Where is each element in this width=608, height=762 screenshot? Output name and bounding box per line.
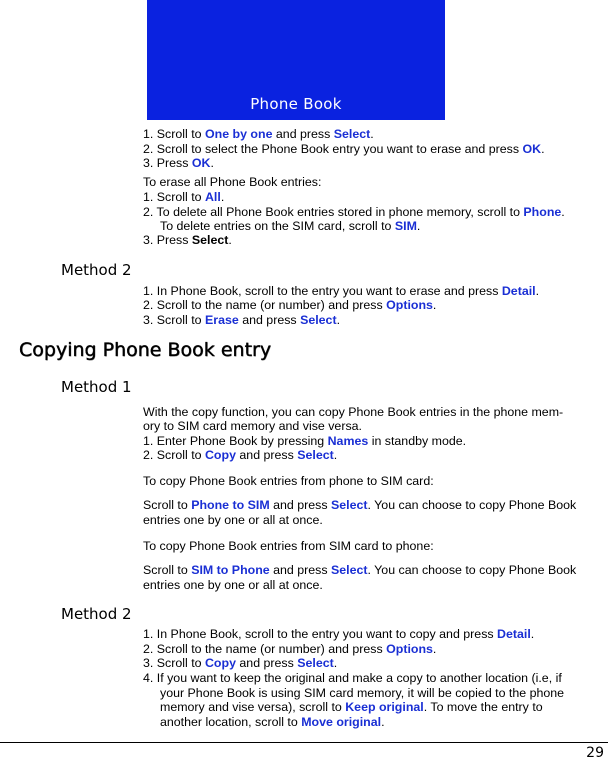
step-line: memory and vise versa), scroll to Keep original. To move the entry to bbox=[160, 700, 543, 714]
section-title: Copying Phone Book entry bbox=[19, 339, 272, 361]
paragraph: With the copy function, you can copy Phone Book entries in the phone mem- bbox=[143, 405, 564, 419]
footer-divider bbox=[0, 742, 608, 743]
method-heading: Method 2 bbox=[61, 605, 132, 623]
method-heading: Method 1 bbox=[61, 378, 132, 396]
method-heading: Method 2 bbox=[61, 261, 132, 279]
step-line: 2. Scroll to select the Phone Book entry you want to erase and press OK. bbox=[143, 142, 545, 156]
step-line: 3. Press Select. bbox=[143, 233, 232, 247]
paragraph: entries one by one or all at once. bbox=[143, 578, 323, 592]
step-line: 1. Scroll to One by one and press Select. bbox=[143, 127, 374, 141]
paragraph: entries one by one or all at once. bbox=[143, 513, 323, 527]
step-line: To delete entries on the SIM card, scroll to SIM. bbox=[160, 219, 421, 233]
step-line: 4. If you want to keep the original and make a copy to another location (i.e, if bbox=[143, 671, 562, 685]
step-line: 3. Press OK. bbox=[143, 156, 214, 170]
step-line: 1. In Phone Book, scroll to the entry you want to copy and press Detail. bbox=[143, 627, 535, 641]
step-line: 2. Scroll to Copy and press Select. bbox=[143, 448, 338, 462]
page-number: 29 bbox=[586, 745, 604, 761]
phone-book-banner bbox=[147, 0, 445, 120]
step-line: 2. Scroll to the name (or number) and press Options. bbox=[143, 642, 437, 656]
step-line: 1. Scroll to All. bbox=[143, 190, 225, 204]
paragraph: To copy Phone Book entries from phone to SIM card: bbox=[143, 474, 434, 488]
step-line: 2. To delete all Phone Book entries stored in phone memory, scroll to Phone. bbox=[143, 205, 565, 219]
step-line: 1. Enter Phone Book by pressing Names in standby mode. bbox=[143, 434, 467, 448]
paragraph: ory to SIM card memory and vise versa. bbox=[143, 419, 362, 433]
paragraph: To erase all Phone Book entries: bbox=[143, 175, 322, 189]
step-line: 2. Scroll to the name (or number) and press Options. bbox=[143, 298, 437, 312]
step-line: 3. Scroll to Erase and press Select. bbox=[143, 313, 341, 327]
paragraph: Scroll to Phone to SIM and press Select. You can choose to copy Phone Book bbox=[143, 498, 577, 512]
step-line: 1. In Phone Book, scroll to the entry you want to erase and press Detail. bbox=[143, 284, 540, 298]
paragraph: Scroll to SIM to Phone and press Select. You can choose to copy Phone Book bbox=[143, 563, 577, 577]
step-line: 3. Scroll to Copy and press Select. bbox=[143, 656, 338, 670]
paragraph: To copy Phone Book entries from SIM card to phone: bbox=[143, 539, 434, 553]
banner-title: Phone Book bbox=[250, 95, 342, 113]
step-line: your Phone Book is using SIM card memory, it will be copied to the phone bbox=[160, 686, 565, 700]
step-line: another location, scroll to Move original. bbox=[160, 715, 385, 729]
